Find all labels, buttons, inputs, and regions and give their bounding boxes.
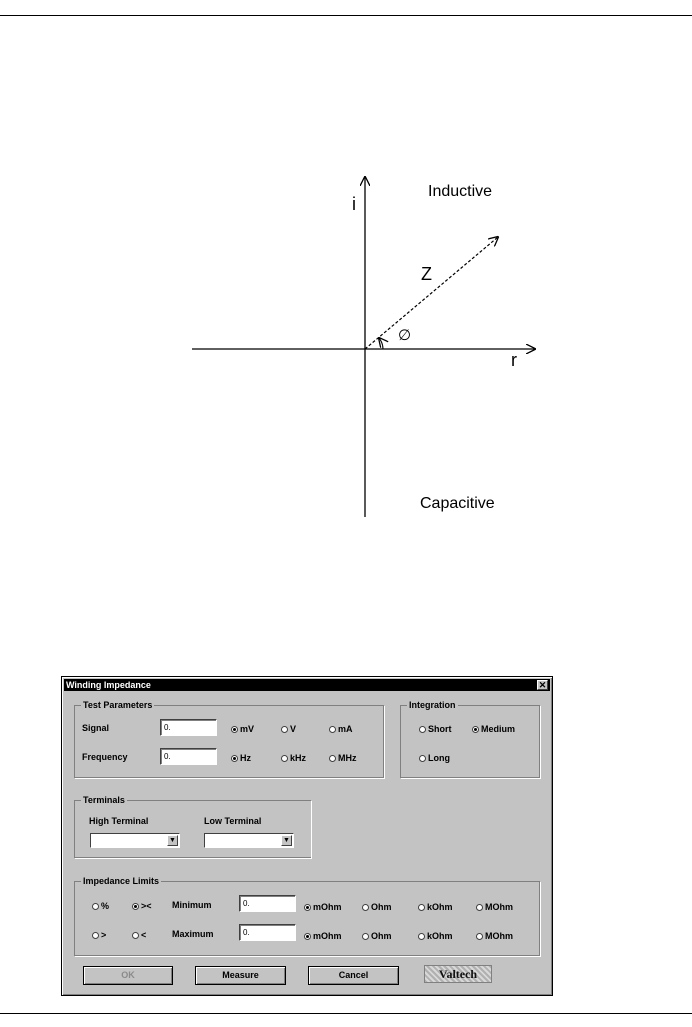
integration-long-radio[interactable]: Long bbox=[419, 753, 450, 763]
inductive-label: Inductive bbox=[428, 183, 493, 200]
maximum-unit-kohm-radio[interactable]: kOhm bbox=[418, 931, 453, 941]
low-terminal-label: Low Terminal bbox=[204, 816, 262, 826]
signal-unit-mv-radio[interactable]: mV bbox=[231, 724, 254, 734]
maximum-unit-mohm-radio[interactable]: mOhm bbox=[304, 931, 342, 941]
maximum-label: Maximum bbox=[172, 929, 214, 939]
terminals-title: Terminals bbox=[83, 795, 125, 805]
radio-dot bbox=[472, 726, 479, 733]
minimum-unit-megaohm-radio[interactable]: MOhm bbox=[476, 902, 513, 912]
radio-dot bbox=[92, 932, 99, 939]
ok-button[interactable]: OK bbox=[83, 966, 173, 985]
limit-mode-less-radio[interactable]: < bbox=[132, 930, 146, 940]
test-parameters-group bbox=[74, 700, 384, 778]
minimum-unit-kohm-radio[interactable]: kOhm bbox=[418, 902, 453, 912]
radio-dot bbox=[329, 726, 336, 733]
impedance-vector bbox=[365, 237, 498, 349]
radio-dot bbox=[281, 726, 288, 733]
minimum-unit-ohm-radio[interactable]: Ohm bbox=[362, 902, 392, 912]
radio-dot bbox=[418, 933, 425, 940]
radio-dot bbox=[418, 904, 425, 911]
minimum-label: Minimum bbox=[172, 900, 212, 910]
dialog-title: Winding Impedance bbox=[66, 680, 151, 690]
frequency-unit-hz-radio[interactable]: Hz bbox=[231, 753, 251, 763]
radio-dot bbox=[419, 726, 426, 733]
radio-dot bbox=[304, 933, 311, 940]
integration-title: Integration bbox=[409, 700, 456, 710]
impedance-vector-diagram bbox=[180, 165, 540, 520]
high-terminal-select[interactable] bbox=[90, 833, 180, 848]
page-bottom-rule bbox=[0, 1013, 692, 1014]
signal-unit-ma-radio[interactable]: mA bbox=[329, 724, 353, 734]
radio-dot bbox=[132, 903, 139, 910]
real-axis-label: r bbox=[511, 350, 517, 370]
radio-dot bbox=[476, 904, 483, 911]
radio-dot bbox=[92, 903, 99, 910]
low-terminal-select[interactable] bbox=[204, 833, 294, 848]
capacitive-label: Capacitive bbox=[420, 495, 495, 512]
radio-dot bbox=[419, 755, 426, 762]
cancel-button[interactable]: Cancel bbox=[308, 966, 399, 985]
phase-angle-arc bbox=[379, 338, 383, 349]
radio-dot bbox=[304, 904, 311, 911]
impedance-limits-group bbox=[74, 876, 540, 956]
minimum-input[interactable]: 0. bbox=[239, 895, 296, 912]
winding-impedance-dialog bbox=[61, 676, 553, 996]
limit-mode-range-radio[interactable]: >< bbox=[132, 901, 152, 911]
radio-dot bbox=[476, 933, 483, 940]
maximum-unit-ohm-radio[interactable]: Ohm bbox=[362, 931, 392, 941]
limit-mode-percent-radio[interactable]: % bbox=[92, 901, 109, 911]
frequency-unit-khz-radio[interactable]: kHz bbox=[281, 753, 306, 763]
signal-label: Signal bbox=[82, 723, 110, 733]
page-top-rule bbox=[0, 15, 692, 16]
chevron-down-icon[interactable]: ▼ bbox=[281, 835, 292, 846]
integration-medium-radio[interactable]: Medium bbox=[472, 724, 515, 734]
minimum-unit-mohm-radio[interactable]: mOhm bbox=[304, 902, 342, 912]
terminals-group bbox=[74, 795, 311, 858]
signal-input[interactable]: 0. bbox=[160, 719, 217, 736]
radio-dot bbox=[132, 932, 139, 939]
radio-dot bbox=[231, 755, 238, 762]
chevron-down-icon[interactable]: ▼ bbox=[167, 835, 178, 846]
integration-short-radio[interactable]: Short bbox=[419, 724, 452, 734]
dialog-titlebar bbox=[64, 679, 550, 691]
radio-dot bbox=[329, 755, 336, 762]
signal-unit-v-radio[interactable]: V bbox=[281, 724, 296, 734]
test-parameters-title: Test Parameters bbox=[83, 700, 153, 710]
radio-dot bbox=[362, 933, 369, 940]
close-icon[interactable]: ✕ bbox=[538, 680, 547, 690]
maximum-input[interactable]: 0. bbox=[239, 924, 296, 941]
maximum-unit-megaohm-radio[interactable]: MOhm bbox=[476, 931, 513, 941]
limit-mode-greater-radio[interactable]: > bbox=[92, 930, 106, 940]
integration-group bbox=[400, 700, 540, 778]
measure-button[interactable]: Measure bbox=[195, 966, 286, 985]
frequency-unit-mhz-radio[interactable]: MHz bbox=[329, 753, 357, 763]
radio-dot bbox=[362, 904, 369, 911]
vector-label: Z bbox=[421, 264, 432, 284]
imaginary-axis-label: i bbox=[352, 194, 356, 214]
frequency-input[interactable]: 0. bbox=[160, 748, 217, 765]
frequency-label: Frequency bbox=[82, 752, 128, 762]
radio-dot bbox=[281, 755, 288, 762]
impedance-limits-title: Impedance Limits bbox=[83, 876, 160, 886]
valtech-logo: Valtech bbox=[424, 965, 492, 983]
high-terminal-label: High Terminal bbox=[89, 816, 149, 826]
radio-dot bbox=[231, 726, 238, 733]
phase-angle-label: ∅ bbox=[398, 327, 412, 344]
